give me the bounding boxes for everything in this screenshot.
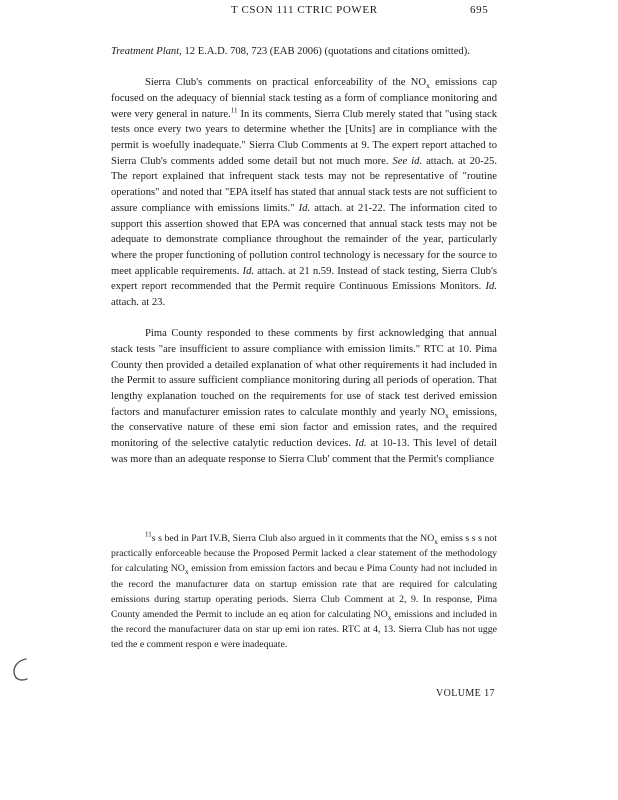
volume-footer: VOLUME 17 (436, 688, 495, 699)
subscript: x (387, 612, 392, 622)
text-run: at 10-13. This level of detail was more than an adequate response to Sierra Club' comment that the Permit's compliance (111, 438, 497, 465)
footnote-reference: 11 (230, 106, 238, 115)
text-run: Pima County responded to these comments by first acknowledging that annual stack tests "are insufficient to assure compliance with emission limits." RTC at 10. Pima County then provided a detailed explanation of what other requirements it had included in the Permit to assure sufficient compliance monitoring during all periods of operation. That lengthy explanation touched on the requirements for use of stack test derived emission factors and manufacturer emission rates to calculate monthly and yearly NO (111, 328, 497, 418)
text-run: emiss s s s not practically enforceable because the Proposed Permit lacked a clear statement of the methodology for calculating NO (111, 533, 497, 575)
text-run: attach. at 23. (111, 297, 166, 309)
text-run: In its comments, Sierra Club merely stated that "using stack tests once every two years to determine whether the [Units] are in compliance with the permit is woefully inadequate." Sierra Club Comments at 9. The expert report attached to Sierra Club's comments added some detail but not much more. (111, 108, 497, 167)
text-run: Sierra Club's comments on practical enforceability of the NO (145, 77, 427, 89)
text-run: emission from emission factors and becau e Pima County had not included in the record the manufacturer data on startup emission rate that are required for calculating emissions during startup operating periods. Sierra Club Comment at 2, 9. In response, Pima County amended the Permit to include an eq ation for calculating NO (111, 563, 497, 621)
paragraph-continuation (111, 44, 497, 60)
text-run: attach. at 21-22. The information cited to support this assertion showed that EPA was concerned that annual stack tests may not be adequate to demonstrate compliance throughout the remainder of the year, particularly where the proper functioning of pollution control technology is necessary for the source to meet applicable requirements. (111, 202, 497, 277)
text-run: attach. at 21 n.59. Instead of stack testing, Sierra Club's expert report recommended that the Permit require Continuous Emissions Monitors. (111, 265, 497, 293)
footnote-11 (111, 531, 497, 653)
text-run: emissions cap focused on the adequacy of biennial stack testing as a form of compliance monitoring and were very general in nature. (111, 77, 498, 120)
citation-signal: Id. (355, 438, 367, 450)
text-run: attach. at 20-25. The report explained that infrequent stack tests may not be representative of "routine operations" and noted that "EPA itself has stated that annual stack tests are not sufficient to assure compliance with emissions limits." (111, 155, 497, 214)
footnote-section (111, 531, 497, 653)
text-run: emissions, the conservative nature of these emi sion factor and emission rates, and the required monitoring of the selective catalytic reduction devices. (111, 406, 497, 450)
footnote-number: 11 (145, 530, 152, 539)
body-text (111, 44, 497, 468)
paragraph-sierra-club-comments (111, 75, 497, 311)
citation-signal: See id. (392, 155, 423, 167)
case-citation: 12 E.A.D. 708, 723 (EAB 2006) (quotations and citations omitted). (181, 46, 470, 57)
paragraph-pima-county-response (111, 326, 497, 467)
text-run: s s bed in Part IV.B, Sierra Club also argued in it comments that the NO (151, 533, 435, 544)
running-title: T CSON 111 CTRIC POWER (231, 4, 378, 16)
citation-signal: Id. (298, 202, 311, 214)
page-number: 695 (470, 4, 489, 16)
citation-signal: Id. (485, 281, 497, 293)
citation-signal: Id. (242, 265, 255, 277)
subscript: x (445, 410, 449, 420)
running-header (0, 4, 618, 20)
subscript: x (184, 567, 189, 577)
scan-artifact-mark (6, 655, 34, 683)
subscript: x (434, 536, 439, 546)
case-name: Treatment Plant, (111, 46, 182, 57)
subscript: x (426, 81, 430, 91)
text-run: emissions and included in the record the manufacturer data on star up emi ion rates. RTC at 4, 13. Sierra Club has not ugge ted the e comment respon e were inadequate. (111, 609, 497, 651)
